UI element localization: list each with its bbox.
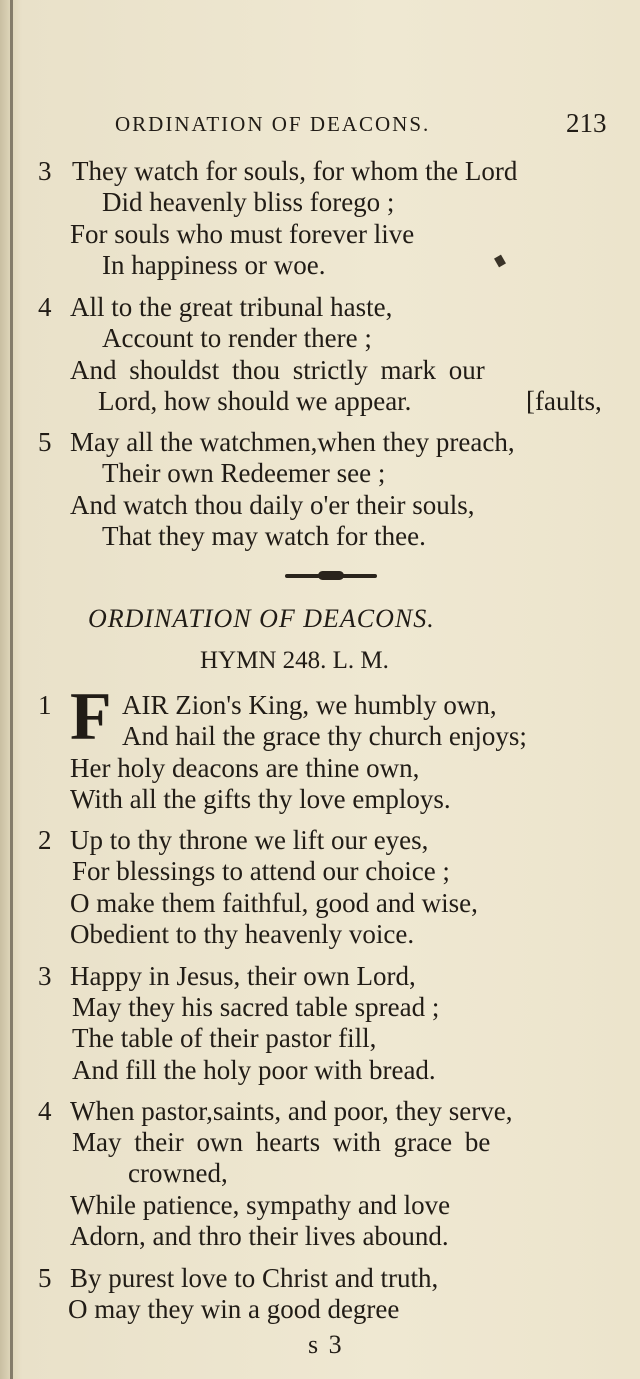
- verse-line: By purest love to Christ and truth,: [70, 1263, 439, 1293]
- stanza-number: 2: [38, 825, 52, 855]
- verse-line: They watch for souls, for whom the Lord: [72, 156, 518, 186]
- stanza-number: 3: [38, 156, 52, 186]
- verse-line: O may they win a good degree: [68, 1294, 400, 1324]
- hymn-heading: HYMN 248. L. M.: [200, 647, 389, 674]
- stanza-number: 5: [38, 1263, 52, 1293]
- verse-line: Account to render there ;: [102, 323, 372, 353]
- verse-line: That they may watch for thee.: [102, 521, 426, 551]
- stanza-number: 4: [38, 1096, 52, 1126]
- verse-line: And watch thou daily o'er their souls,: [70, 490, 475, 520]
- verse-line: Happy in Jesus, their own Lord,: [70, 961, 416, 991]
- signature-mark: s 3: [308, 1330, 344, 1359]
- verse-line: Obedient to thy heavenly voice.: [70, 919, 415, 949]
- verse-line: Up to thy throne we lift our eyes,: [70, 825, 429, 855]
- verse-line-overflow: [faults,: [526, 386, 602, 416]
- verse-line: Lord, how should we appear.: [98, 386, 412, 416]
- verse-line: For blessings to attend our choice ;: [72, 856, 450, 886]
- verse-line: AIR Zion's King, we humbly own,: [122, 690, 497, 720]
- verse-line: And hail the grace thy church enjoys;: [122, 721, 527, 751]
- verse-line: And fill the holy poor with bread.: [72, 1055, 436, 1085]
- verse-line: When pastor,saints, and poor, they serve,: [70, 1096, 513, 1126]
- page-number: 213: [566, 108, 607, 138]
- stanza-number: 4: [38, 292, 52, 322]
- stanza-number: 5: [38, 427, 52, 457]
- verse-line: May all the watchmen,when they preach,: [70, 427, 515, 457]
- verse-line: In happiness or woe.: [102, 250, 326, 280]
- verse-line: Adorn, and thro their lives abound.: [70, 1221, 449, 1251]
- verse-line: With all the gifts thy love employs.: [70, 784, 451, 814]
- binding-gutter: [10, 0, 13, 1379]
- verse-line: Did heavenly bliss forego ;: [102, 187, 395, 217]
- verse-line: For souls who must forever live: [70, 219, 415, 249]
- verse-line: Her holy deacons are thine own,: [70, 753, 420, 783]
- section-title: ORDINATION OF DEACONS.: [88, 604, 435, 633]
- stanza-number: 1: [38, 690, 52, 720]
- drop-cap: F: [70, 678, 112, 754]
- stanza-number: 3: [38, 961, 52, 991]
- verse-line: The table of their pastor fill,: [72, 1023, 377, 1053]
- verse-line: O make them faithful, good and wise,: [70, 888, 478, 918]
- divider-ornament: [318, 571, 344, 580]
- verse-line: All to the great tribunal haste,: [70, 292, 393, 322]
- verse-line: May their own hearts with grace be: [72, 1127, 491, 1157]
- verse-line: crowned,: [128, 1158, 228, 1188]
- verse-line: Their own Redeemer see ;: [102, 458, 386, 488]
- verse-line: While patience, sympathy and love: [70, 1190, 451, 1220]
- running-title: ORDINATION OF DEACONS.: [115, 112, 431, 136]
- verse-line: And shouldst thou strictly mark our: [70, 355, 485, 385]
- verse-line: May they his sacred table spread ;: [72, 992, 440, 1022]
- ink-speck: [494, 255, 506, 268]
